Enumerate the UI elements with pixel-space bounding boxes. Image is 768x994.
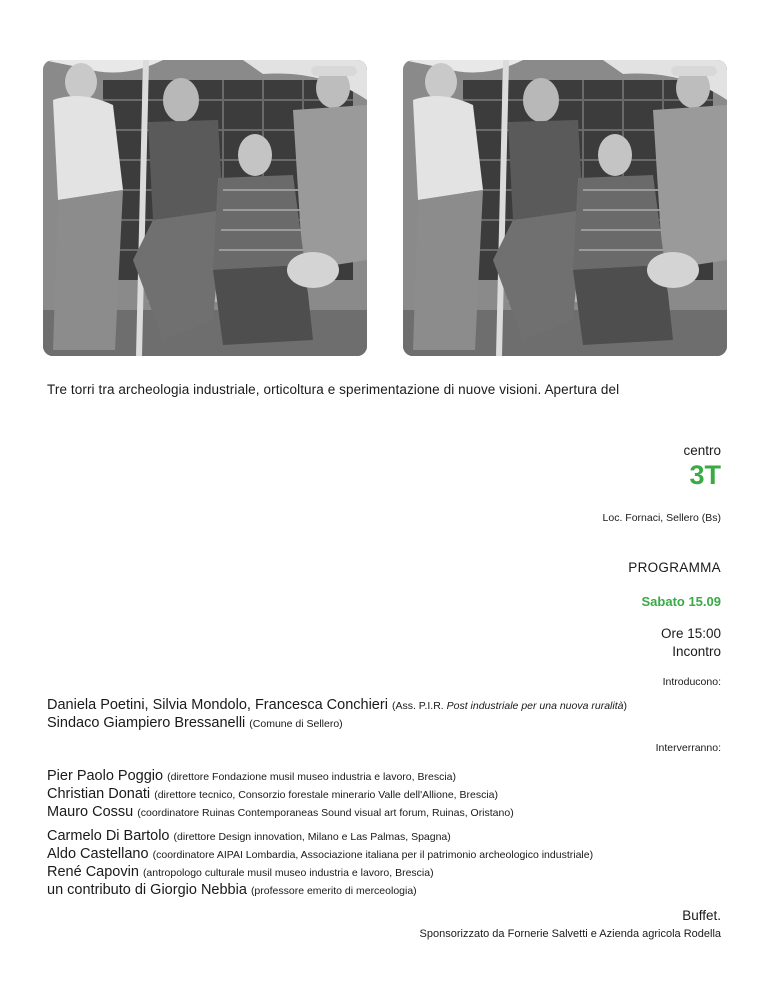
- speaker-line: [47, 697, 627, 713]
- buffet-text: Buffet.: [682, 908, 721, 923]
- speaker-name: Pier Paolo Poggio: [47, 768, 164, 784]
- event-date: Sabato 15.09: [641, 594, 721, 609]
- speaker-line: [47, 715, 343, 731]
- event-type: Incontro: [672, 644, 721, 659]
- interverranno-label: Interverranno:: [655, 742, 721, 754]
- speaker-name: Mauro Cossu: [47, 804, 134, 820]
- location-text: Loc. Fornaci, Sellero (Bs): [602, 512, 721, 524]
- speaker-name: Carmelo Di Bartolo: [47, 828, 170, 844]
- speaker-name: Christian Donati: [47, 786, 151, 802]
- speaker-role: (antropologo culturale musil museo industria e lavoro, Brescia): [142, 867, 434, 879]
- speaker-name: Sindaco Giampiero Bressanelli: [47, 715, 246, 731]
- speaker-role: (coordinatore AIPAI Lombardia, Associazione italiana per il patrimonio archeologico industriale): [152, 849, 594, 861]
- speaker-role: (direttore tecnico, Consorzio forestale minerario Valle dell'Allione, Brescia): [154, 789, 498, 801]
- speaker-role: (direttore Fondazione musil museo industria e lavoro, Brescia): [167, 771, 456, 783]
- centro-label: centro: [683, 443, 721, 458]
- workers-photo-illustration: [403, 60, 727, 356]
- event-time: Ore 15:00: [660, 626, 721, 641]
- speaker-role: (Comune di Sellero): [249, 718, 343, 730]
- speaker-role: (direttore Design innovation, Milano e Las Palmas, Spagna): [173, 831, 451, 843]
- intro-text: Tre torri tra archeologia industriale, orticoltura e sperimentazione di nuove visioni. Apertura del: [47, 382, 620, 397]
- brand-title: 3T: [689, 460, 721, 490]
- speaker-line: [47, 846, 593, 862]
- speaker-name: Aldo Castellano: [47, 846, 149, 862]
- speaker-name: René Capovin: [47, 864, 139, 880]
- sponsor-text: Sponsorizzato da Fornerie Salvetti e Azienda agricola Rodella: [419, 928, 721, 940]
- speaker-role: (coordinatore Ruinas Contemporaneas Sound visual art forum, Ruinas, Oristano): [137, 807, 514, 819]
- speaker-line: [47, 828, 451, 844]
- speaker-name: un contributo di Giorgio Nebbia: [47, 882, 247, 898]
- introducono-label: Introducono:: [662, 676, 721, 688]
- speaker-line: [47, 786, 498, 802]
- speaker-role: (Ass. P.I.R. Post industriale per una nuova ruralità): [391, 700, 627, 712]
- workers-photo-illustration: [43, 60, 367, 356]
- speaker-line: [47, 768, 456, 784]
- photo-workers-right: [403, 60, 727, 356]
- programma-heading: PROGRAMMA: [628, 560, 721, 575]
- speaker-name: Daniela Poetini, Silvia Mondolo, Francesca Conchieri: [47, 697, 388, 713]
- speaker-line: [47, 804, 514, 820]
- photo-workers-left: [43, 60, 367, 356]
- speaker-line: [47, 882, 417, 898]
- speaker-role: (professore emerito di merceologia): [250, 885, 417, 897]
- speaker-line: [47, 864, 434, 880]
